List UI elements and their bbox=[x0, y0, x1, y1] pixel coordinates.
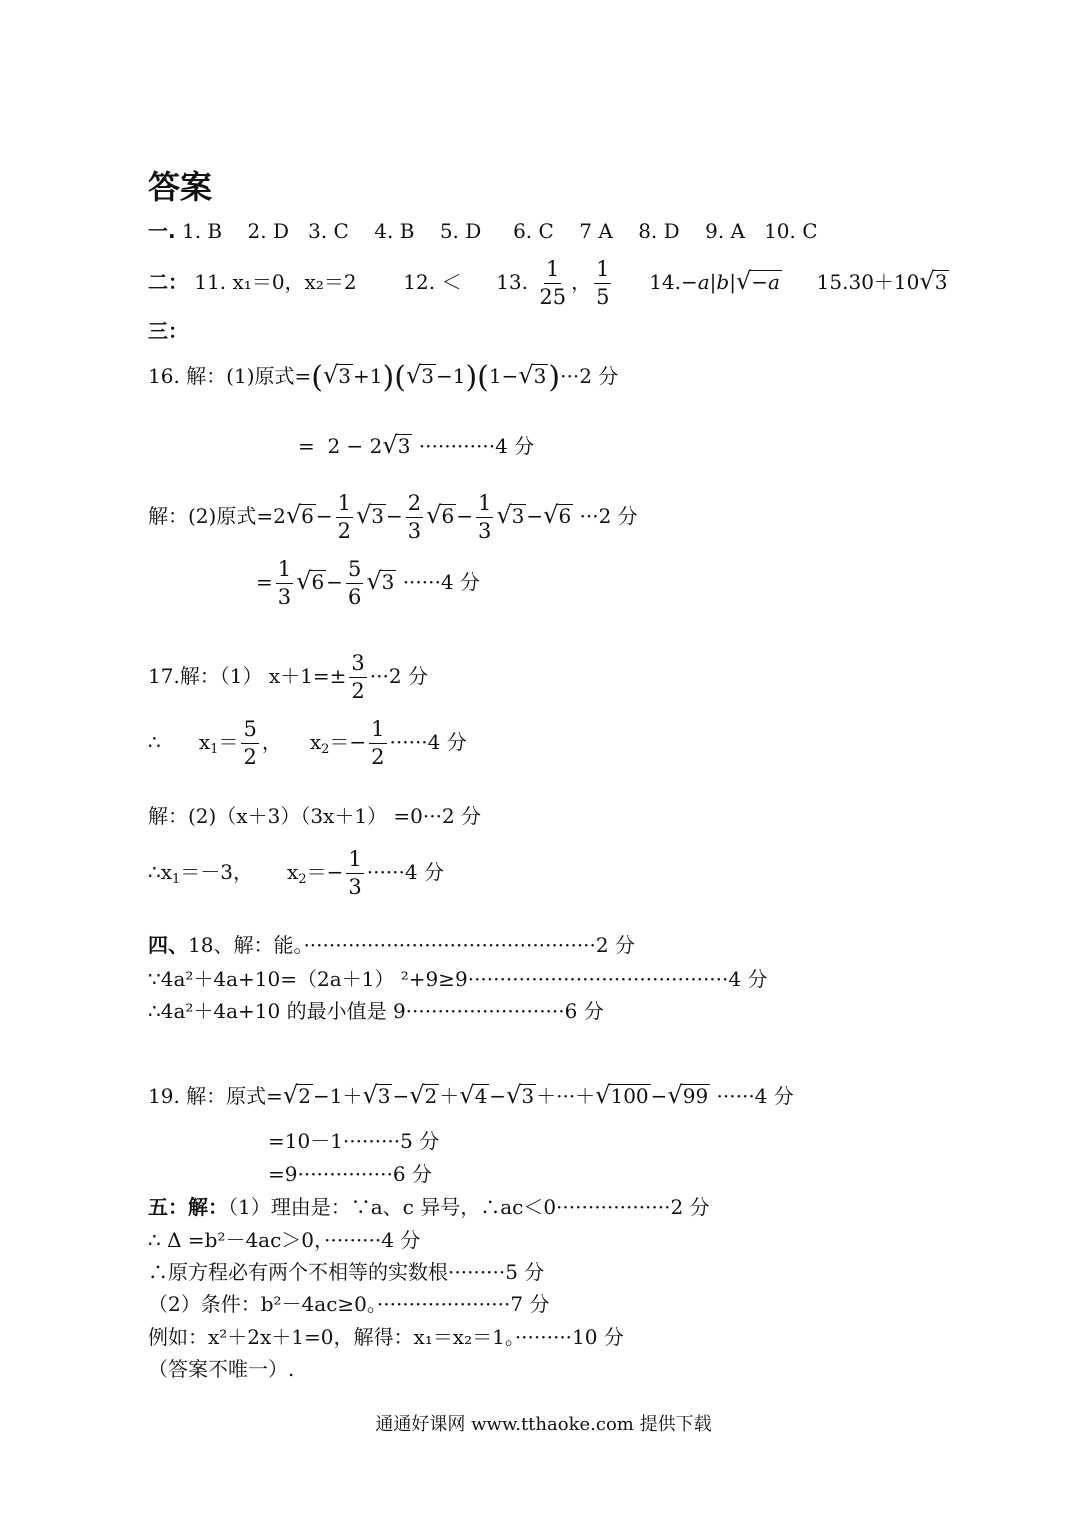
q18-line-1 bbox=[148, 932, 635, 958]
answer-12: 12. ＜ bbox=[403, 270, 462, 295]
q17-line-2: ∴ $x_1=$ $\frac{5}{2}$ ， $x_2=-$ $\frac{1}{2}$ ······4 分 bbox=[148, 717, 467, 770]
answer-15-radicand: 3 bbox=[934, 270, 948, 295]
sec5-line-4: （2）条件：b²－4ac≥0。·····················7 分 bbox=[148, 1292, 550, 1316]
section-3-label: 三： bbox=[148, 319, 188, 343]
answer-14-radicand: −a bbox=[751, 270, 780, 295]
q17-line-4-score: ······4 分 bbox=[366, 860, 444, 885]
q19-line-3: =9···············6 分 bbox=[268, 1162, 432, 1186]
section-1-answers: 1. B 2. D 3. C 4. B 5. D 6. C 7 A 8. D 9. A 10. C bbox=[181, 219, 818, 243]
q16-line-1-prefix: 16. 解：(1)原式= bbox=[148, 364, 312, 388]
answer-15: 15.30＋10 bbox=[816, 270, 920, 295]
q16-line-3-score: ···2 分 bbox=[579, 504, 638, 529]
q16-line-3-prefix: 解：(2)原式= bbox=[148, 504, 274, 529]
q19-line-1: 19. 解：原式=√2 −1＋√3 −√2 ＋√4 −√3 ＋···＋√100 −√99 ······4 分 bbox=[148, 1081, 794, 1109]
q17-line-1-score: ···2 分 bbox=[369, 664, 428, 689]
section-1-line bbox=[148, 218, 818, 244]
q17-line-1-prefix: 17.解：（1） x＋1=± bbox=[148, 664, 347, 689]
q17-line-4: $\therefore x_1=-3$， $x_2=-$ $\frac{1}{3}$ ······4 分 bbox=[148, 847, 444, 900]
answer-13-fraction-1: $\frac{1}{25}$ bbox=[539, 257, 567, 310]
section-5-label: 五：解： bbox=[148, 1195, 228, 1219]
section-2-line: 二： 11. x₁＝0，x₂＝2 12. ＜ 13. $\frac{1}{25}$ ， $\frac{1}{5}$ 14.−a|b|√−a 15.30＋10√3 bbox=[148, 257, 948, 310]
q16-line-2: = 2 − 2√3 ············4 分 bbox=[298, 431, 535, 459]
q16-line-2-score: ············4 分 bbox=[418, 434, 535, 458]
q16-line-3: 解：(2)原式=2√6 − $\frac{1}{2}$ √3 − $\frac{2}{3}$ √6 − $\frac{1}{3}$ √3 −√6 ···2 分 bbox=[148, 491, 638, 544]
q17-line-3: 解：(2)（x＋3）（3x＋1） =0···2 分 bbox=[148, 804, 482, 828]
sec5-line-2: ∴ Δ =b²－4ac＞0，·········4 分 bbox=[148, 1228, 421, 1252]
q16-line-4-score: ······4 分 bbox=[402, 570, 480, 595]
q19-line-2: =10－1·········5 分 bbox=[268, 1129, 440, 1153]
q16-line-2-expr: = 2 − 2 bbox=[298, 434, 383, 458]
q18-line-2: ∵4a²＋4a+10=（2a＋1） ²+9≥9·········································4 分 bbox=[148, 967, 768, 991]
section-1-label: 一. bbox=[148, 219, 176, 243]
sec5-line-5: 例如：x²＋2x＋1=0，解得：x₁＝x₂＝1。·········10 分 bbox=[148, 1325, 624, 1349]
q16-line-4: = $\frac{1}{3}$ √6 − $\frac{5}{6}$ √3 ······4 分 bbox=[256, 557, 480, 610]
q19-line-1-prefix: 19. 解：原式= bbox=[148, 1084, 283, 1108]
answer-14-label: 14. bbox=[649, 270, 681, 295]
answer-13-fraction-2: $\frac{1}{5}$ bbox=[596, 257, 610, 310]
q17-line-1: 17.解：（1） x＋1=± $\frac{3}{2}$ ···2 分 bbox=[148, 651, 428, 704]
q16-line-1: 16. 解：(1)原式=(√3 +1)(√3 −1)(1−√3)···2 分 bbox=[148, 360, 619, 395]
sec5-line-1 bbox=[148, 1194, 710, 1220]
answer-11: 11. x₁＝0，x₂＝2 bbox=[194, 270, 357, 295]
q18-line-3: ∴4a²＋4a+10 的最小值是 9·························6 分 bbox=[148, 999, 604, 1023]
q16-line-2-radicand: 3 bbox=[397, 434, 411, 458]
q19-line-1-score: ······4 分 bbox=[716, 1084, 794, 1108]
q17-line-2-score: ······4 分 bbox=[389, 730, 467, 755]
answer-14-expr: −a|b| bbox=[681, 270, 736, 295]
q18-line-1-text: 18、解：能。··············································2 分 bbox=[188, 933, 635, 957]
page-title: 答案 bbox=[148, 168, 213, 206]
sec5-line-3: ∴原方程必有两个不相等的实数根·········5 分 bbox=[148, 1260, 545, 1284]
sec5-line-1-text: （1）理由是：∵a、c 异号，∴ac＜0··················2 分 bbox=[228, 1195, 710, 1219]
section-4-label: 四、 bbox=[148, 933, 188, 957]
section-2-label: 二： bbox=[148, 270, 188, 295]
sec5-line-6: （答案不唯一）. bbox=[148, 1357, 295, 1381]
answer-13-label: 13. bbox=[496, 270, 528, 295]
q16-line-1-score: ···2 分 bbox=[560, 364, 619, 388]
page-footer: 通通好课网 www.tthaoke.com 提供下载 bbox=[375, 1414, 712, 1435]
